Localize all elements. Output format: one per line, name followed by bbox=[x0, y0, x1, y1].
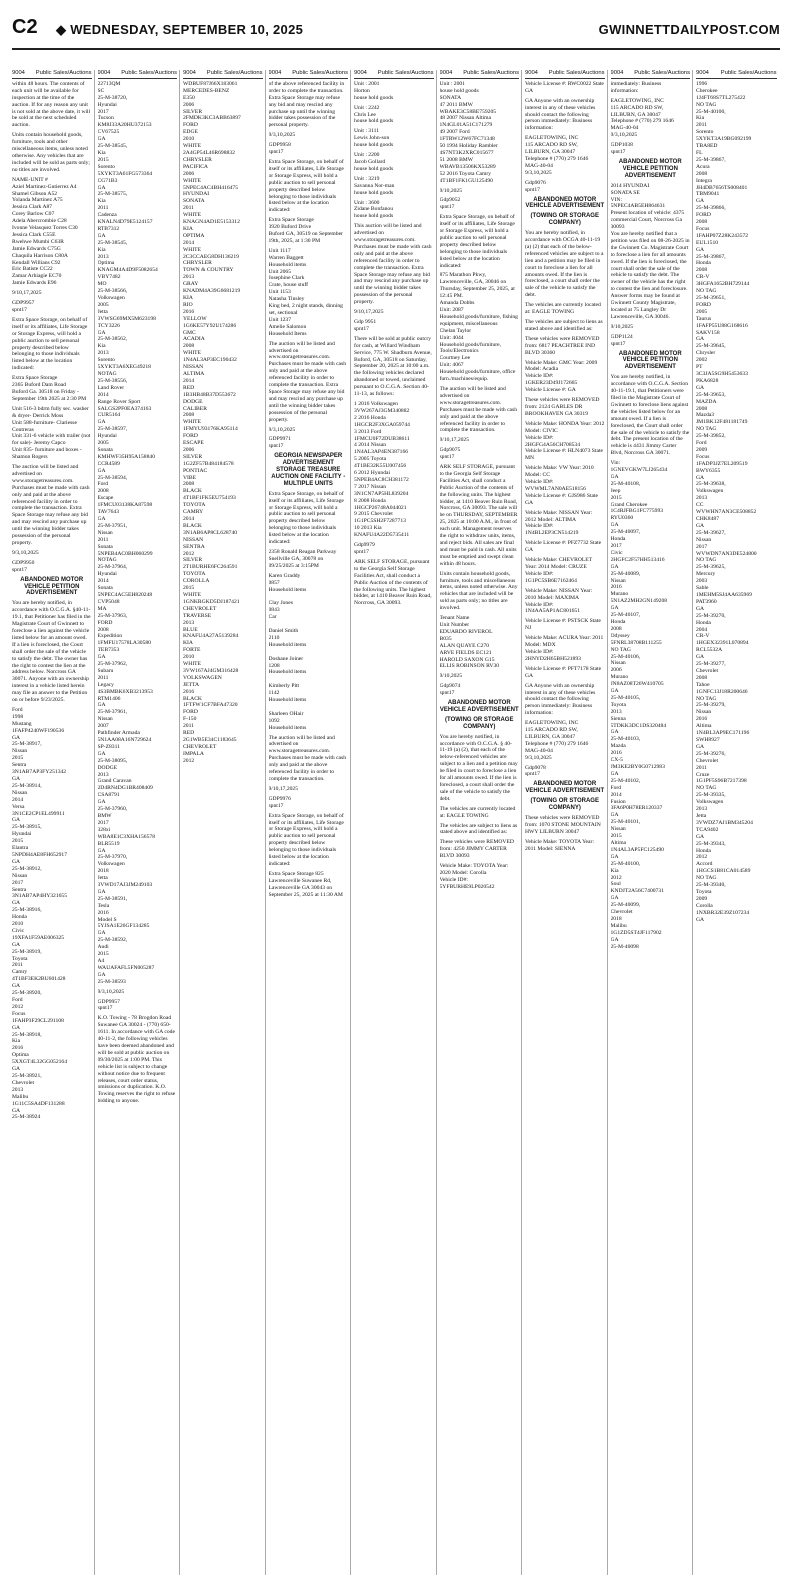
classified-column bbox=[183, 70, 266, 1575]
notice-text: These vehicles were REMOVED from: 4250 JIMMY CARTER BLVD 30093 bbox=[439, 839, 516, 860]
category-code: 9004 bbox=[696, 70, 709, 76]
notice-text: Tenant Name Unit Number EDUARDO RIVEROL B035 ALAN QUAYE C270 ARVE FIELDS EC121 HAROLD SAXON G15 ELLIS ROBINSON RV30 bbox=[439, 615, 500, 670]
masthead-date bbox=[56, 22, 303, 38]
notice-text: immediately: Business information: bbox=[610, 80, 663, 94]
classified-column bbox=[611, 70, 694, 1575]
notice-text: GA Anyone with an ownership interest in any of these vehicles should contact the following person immediately: Business information: bbox=[525, 97, 597, 132]
notice-text: The auction will be listed and advertised on www.storagetreasures.com. Purchases must be made with cash only and paid at the above referenced facility in order to complete the transaction. bbox=[439, 385, 519, 434]
column-header bbox=[98, 70, 178, 79]
category-label: Public Sales/Auctions bbox=[463, 70, 519, 76]
notice-text: The vehicles are subject to liens as stated above and identified as: bbox=[525, 319, 605, 332]
page-number: C2 bbox=[12, 16, 38, 38]
notice-text: Vehicle Make: CHEVROLET Year: 2014 Model: CRUZE Vehicle ID#: 1G1PC5SB6E7162464 bbox=[525, 557, 593, 584]
notice-text: 875 Marathon Pkwy, Lawrenceville, GA, 30046 on Thursday, September 25, 2025, at 12:45 PM. Amanda Dobbs Unit: 2087 Household goods/furniture, fishing equipment, miscellaneous Chelan Taylor Unit: 4044 Household goods/furniture, Tools/Electronics Courtney Lee Unit: 4067 Household goods/furniture, office furn./machines/equip. bbox=[439, 272, 518, 383]
notice-text: K.O. Towing - 78 Brogdon Road Suwanee GA 30024 - (770) 650-1611. In accordance with GA code 40-11-2, the following vehicles have been deemed abandoned and will be sold at public auction on 09/30/2025 at 1:00 PM. This vehicle list is subject to change without notice due to frequent releases, court order status, omissions or duplication. K.O. Towing reserves the right to refuse bidding to anyone. bbox=[97, 1015, 177, 1105]
notice-text: Gdp 9951 spnt17 bbox=[354, 319, 377, 332]
column-header bbox=[269, 70, 349, 79]
category-label: Public Sales/Auctions bbox=[634, 70, 690, 76]
notice-text: Vehicle Make: NISSAN Year: 2012 Model: ALTIMA Vehicle ID#: 1N4BL2EP3CN514219 bbox=[525, 509, 593, 537]
notice-text: Vehicle License #: PSTSCK State NJ bbox=[525, 618, 603, 632]
classified-column bbox=[696, 70, 779, 1575]
category-label: Public Sales/Auctions bbox=[121, 70, 177, 76]
date-text: WEDNESDAY, SEPTEMBER 10, 2025 bbox=[70, 22, 304, 37]
notice-text: Gdp9074 spnt17 bbox=[439, 683, 461, 697]
notice-text: ABANDONED MOTOR VEHICLE ADVERTISEMENT bbox=[525, 196, 605, 210]
notice-text: Unit : 2200 Jacob Gollard house hold goods bbox=[354, 152, 394, 172]
notice-text: The vehicles are currently located at: EAGLE TOWING bbox=[439, 805, 517, 819]
notice-text: Unit 1117 Warren Baggett Household items Unit 2065 Josephine Clark Crate, house stuff Unit 1153 Natasha Tinsley King bed, 2 night stands, dinning set, sectional Unit 1237 Amelie Salomon Household Items bbox=[268, 247, 343, 337]
notice-text: Vehicle Make: NISSAN Year: 2010 Model: MAXIMA Vehicle ID#: 1N4AA5AP1AC801651 bbox=[525, 587, 593, 615]
notice-text: 9/10,2025 bbox=[439, 187, 463, 194]
notice-text: The auction will be listed and advertised on www.storagetreasures.com. Purchases must be made with cash only and paid at the above referenced facility in order to complete the transaction. Extra Space Storage may refuse any bid and may rescind any purchase up until the winning bidder takes possession of the personal property. bbox=[268, 340, 348, 423]
notice-text: Extra Space Storage, on behalf of itself or its affiliates, Life Storage or Storage Express, will hold a public auction to sell personal property described below belonging to those individuals listed below at the location indicated: bbox=[268, 812, 346, 867]
notice-text: There will be sold at public outcry for cash, at Willard Windham Service, 775 W. Shadburn Avenue, Buford, GA, 30518 on Saturday, September 20, 2025 at 10:00 a.m. the following vehicles declared abandoned or towed, unclaimed pursuant to O.C.G.A. Section 40-11-13, as follows: bbox=[354, 335, 434, 398]
notice-text: 9/3,10,2025 bbox=[268, 426, 296, 433]
notice-text: 2014 HYUNDAI SONATA SE VIN: 5NPEC4AB5EH864631 Present location of vehicle: 4375 commercial Court, Norcross Ga 30093 You are hereby notified that a petition was filed on 08-26-2025 in the Gwinnett Co. Magistrate Court to foreclose a lien for all amounts owed. If the lien is foreclosed, the court shall order the sale of the vehicle to satisfy the debt. The owner of the vehicle has the right to contest the lien and foreclosure. Answer forms may be found at Gwinnett County Magistrate, located at 75 Langley Dr Lawrenceville, GA 30046. bbox=[610, 182, 690, 320]
notice-text: Vehicle Make: GMC Year: 2009 Model: Acadia Vehicle ID#: 1GKER23D49J172665 Vehicle License #: GA bbox=[525, 359, 598, 394]
notice-text: ABANDONED MOTOR VEHICLE PETITION ADVERTISEMENT bbox=[618, 158, 684, 179]
notice-text: Unit : 3219 Savanna Nor-man house hold goods bbox=[354, 175, 395, 196]
notice-text: Vehicle License #: PFT7178 State GA bbox=[525, 665, 603, 679]
notice-text: (TOWING OR STORAGE COMPANY) bbox=[445, 716, 516, 730]
notice-text: (TOWING OR STORAGE COMPANY) bbox=[530, 213, 601, 227]
notice-text: You are hereby notified, in accordance with O.C.G.A. § 40-11-19 (a) (2), that each of the below-referenced vehicles are subject to a lien and a petition may be filed in court to foreclose a lien for all amounts owed. If the lien is foreclosed, a court shall order the sale of the vehicle to satisfy the debt. bbox=[439, 733, 520, 802]
notice-text: Unit : 2242 Chris Lee house hold goods bbox=[354, 104, 394, 125]
notice-text: GA Anyone with an ownership interest in any of these vehicles should contact the following person immediately: Business information: bbox=[525, 682, 597, 717]
notice-text: EAGLETOWING, INC 115 ARCADO RD SW, LILBURN, GA 30047 Telephone # (770) 279 1646 MAG-40-04 9/3,10,2025 bbox=[610, 97, 674, 139]
notice-text: Unit : 2001 Horton house hold goods bbox=[354, 80, 394, 101]
notice-text: ARK SELF STORAGE, pursuant to the Georgia Self Storage Facilities Act, shall conduct a Public Auction of the contents of the following units. The highest bidder, at 1410 Beaver Ruin Road, Norcross, GA 30093. The sale will be on THURSDAY, SEPTEMBER 25, 2025 at 10:00 A.M., in front of each unit. Management reserves the right to withdraw units, items, and reject bids. All sales are final and must be paid in cash. All units must be emptied and swept clean within 48 hours. bbox=[439, 464, 519, 567]
category-label: Public Sales/Auctions bbox=[292, 70, 348, 76]
column-header bbox=[354, 70, 434, 79]
notice-text: Vehicle Make: ACURA Year: 2011 Model: MDX Vehicle ID#: 2HNYD2H65BH521893 bbox=[525, 635, 604, 662]
notice-text: Unit : 3600 Zidane Bonfanou house hold goods bbox=[354, 199, 394, 220]
column-header bbox=[440, 70, 520, 79]
notice-text: GDP1124 spnt17 bbox=[610, 333, 633, 347]
notice-text: 9/3,10,2025 bbox=[97, 988, 125, 995]
site-url: GWINNETTDAILYPOST.COM bbox=[598, 22, 780, 37]
notice-text: Extra Space Storage 3920 Buford Drive Buford GA, 30519 on September 19th, 2025, at 1:30 PM bbox=[268, 217, 343, 244]
notice-text: GEORGIA NEWSPAPER ADVERTISEMENT STORAGE TREASURE AUCTION ONE FACILITY - MULTIPLE UNITS bbox=[271, 453, 347, 487]
notice-text: These vehicles were REMOVED from: 2124 GABLES DR BROOKHAVEN GA 30319 bbox=[525, 397, 601, 417]
notice-text: Vehicle Make: HONDA Year: 2012 Model: CIVIC Vehicle ID#: 2HGFG4A56CH708534 Vehicle License #: HLN4073 State MN bbox=[525, 420, 605, 462]
category-code: 9004 bbox=[610, 70, 624, 76]
notice-text: 9/10,17,2025 bbox=[12, 290, 42, 297]
notice-text: Units contain household goods, furniture, tools and other miscellaneous items, unless noted otherwise. Any vehicles that are included will be sold as parts only; no titles are involved. bbox=[12, 132, 92, 173]
notice-text: Extra Space Storage 825 Lawrenceville Suwanee Rd, Lawrenceville GA 30043 on September 25, 2025 at 11:30 AM bbox=[268, 870, 343, 898]
notice-text: Extra Space Storage, on behalf of itself or its affiliates, Life Storage or Storage Express, will hold a public auction to sell personal property described below belonging to those individuals listed below at the location indicated: bbox=[268, 490, 346, 546]
notice-text: GDP1038 spnt17 bbox=[610, 142, 633, 156]
notice-text: 9/10,2025 bbox=[610, 323, 634, 330]
classified-column bbox=[12, 70, 95, 1575]
notice-text: 9/10,17,2025 bbox=[268, 785, 299, 792]
notice-text: These vehicles were REMOVED from: 1070 STONE MOUNTAIN HWY LILBURN 30047 bbox=[525, 815, 603, 835]
notice-text: 9/10,17,2025 bbox=[439, 437, 470, 444]
notice-text: You are hereby notified, in accordance with OCGA 40-11-19 (a) (2) that each of the below-referenced vehicles are subject to a lien and a petition may be filed in court to foreclose a lien for all amounts owed. If the lien is foreclosed, a court shall order the sale of the vehicle to satisfy the debt. bbox=[525, 230, 605, 299]
category-code: 9004 bbox=[354, 70, 367, 76]
notice-text: WDBUF87J66X183061 MERCEDES-BENZ E350 2006 SILVER 2FMDK3KC3ABB63897 FORD EDGE 2010 WHITE 2A4GP54L46R698832 CHRYSLER PACIFICA 2006 WHITE 5NPEC4AC4BH416475 HYUNDAI SONATA 2011 WHITE KNAGN4AD1E5153312 KIA OPTIMA 2014 WHITE 2C3CCAEG8DH136219 CHRYSLER TOWN & COUNTRY 2013 GRAY KNADM4A39G6681219 KIA RIO 2016 YELLOW 1G6KE57Y92U174286 GMC ACADIA 2008 WHITE 1N4AL3AP3EC190432 NISSAN ALTIMA 2014 RED 1B3HB48B37D553672 DODGE CALIBER 2008 WHITE 1FMYU93176KA95114 FORD ESCAPE 2006 SILVER 1G2ZF57B484184578 PONTIAC VIBE 2008 BLACK 4T1BF1FK5EU754193 TOYOTA CAMRY 2014 BLACK 3N1AB6AP8CL628740 NISSAN SENTRA 2012 SILVER 2T1BURHE6FC264591 TOYOTA COROLLA 2015 WHITE 1GNKRGKD5DJ187421 CHEVROLET TRAVERSE 2013 BLUE KNAFU4A27A5139284 KIA FORTE 2010 WHITE 3VW167AJ4GM316428 VOLKSWAGEN JETTA 2016 BLACK 1FTFW1CF7BFA47320 FORD F-150 2011 RED 2G1WB5E34C1183645 CHEVROLET IMPALA 2012 bbox=[183, 80, 241, 764]
category-code: 9004 bbox=[268, 70, 282, 76]
notice-text: EAGLETOWING, INC 115 ARCADO RD SW, LILBURN, GA 30047 Telephone # (770) 279 1646 MAG-40-04 9/3,10,2025 bbox=[525, 720, 589, 761]
notice-text: 9/10,17,2025 bbox=[354, 309, 384, 316]
notice-text: The auction will be listed and advertised on www.storagetreasures.com. Purchases must be made with cash only and paid at the above referenced facility in order to complete the transaction. Extra Space Storage may refuse any bid and may rescind any purchase up until the winning bidder takes possession of the personal property. bbox=[12, 464, 91, 546]
notice-text: Karen Graddy 0857 Household items Clay Jones 0843 Car Daniel Smith 2110 Household items Doshane Joiner 1208 Household items Kimberly Pitt 1142 Household items Sharleen OHair 1092 Household items bbox=[268, 572, 307, 731]
notice-text: This auction will be listed and advertised on www.storagetreasures.com. Purchases must be made with cash only and paid at the above referenced facility in order to complete the transaction. Extra Space Storage may refuse any bid and may rescind any purchase up until the winning bidder takes possession of the personal property. bbox=[354, 223, 433, 306]
notice-text: within 48 hours. The contents of each unit will be available for inspection at the time of the auction. If for any reason any unit is not sold at the above date, it will be sold at the next scheduled auction. bbox=[12, 80, 92, 129]
notice-text: Gdp9979 spnt17 bbox=[354, 542, 375, 555]
notice-text: GDP9971 spnt17 bbox=[268, 436, 291, 450]
notice-text: GDP9976 spnt17 bbox=[268, 795, 291, 809]
notice-text: Gdp9076 spnt17 bbox=[525, 179, 546, 193]
category-label: Public Sales/Auctions bbox=[206, 70, 263, 76]
notice-text: 9/3,10,2025 bbox=[268, 132, 296, 139]
notice-text: ABANDONED MOTOR VEHICLE PETITION ADVERTISEMENT bbox=[20, 576, 85, 597]
notice-text: Unit : 3111 Lewis John-son house hold goods bbox=[354, 128, 394, 149]
notice-text: These vehicles were REMOVED from: 6817 PEACHTREE IND BLVD 30360 bbox=[525, 335, 601, 356]
notice-text: EAGLETOWING, INC 115 ARCADO RD SW, LILBURN, GA 30047 Telephone # (770) 279 1646 MAG-40-04 9/3,10,2025 bbox=[525, 135, 589, 176]
notice-text: Gdp9075 spnt17 bbox=[439, 447, 461, 461]
notice-text: Vehicle Make: TOYOTA Year: 2020 Model: Corolla Vehicle ID#: 5YFBURHE9LP020542 bbox=[439, 863, 509, 890]
notice-text: The auction will be listed and advertised on www.storagetreasures.com. Purchases must be made with cash only and paid at the above referenced facility in order to complete the transaction. bbox=[268, 734, 348, 782]
column-header bbox=[183, 70, 263, 79]
notice-text: 22713QM SC 25-M-38720, Hyundai 2017 Tucson KM8J33A20HU372153 CV67525 GA 25-M-38545, Kia 2015 Sorento 5XYKT3A61FG573364 CG71B3 GA 25-M-38575, Kia 2011 Cadenza KNALN4D79E5124157 RTB7312 GA 25-M-38545, Kia 2013 Optima KNAGM4A4D9F5082654 VBY7482 MO 25-M-38566, Volkswagen 2005 Jetta 3VWSG69MX5M623198 TCY3226 GA 25-M-38562, Kia 2013 Sorento 5XYKT3A6XEG49218 NOTAG 25-M-38556, Land Rover 2014 Range Rover Sport SALGS2PF0EA374163 CUR5164 GA 25-M-38597, Hyundai 2005 Sonata KMHWF35H95A158840 CCR4589 GA 25-M-38594, Ford 2008 Escape 1FMCU03138KA87598 TAV7643 GA 25-M-37951, Nissan 2011 Sonata 5NPEB4AC0BH060299 NOTAG 25-M-37964, Hyundai 2014 Sonata 5NPEC4AC5EH820248 CVP5048 MA 25-M-37963, FORD 2008 Expedition 1FMFU17578LA30580 TEB7353 GA 25-M-37962, Subaru 2011 Legacy 4S3BMBK6XB3213953 RTM1406 GA 25-M-37961, Nissan 2007 Pathfinder Armada 5N1AA08A16N729624 SP-Z8311 GA 25-M-38095, DODGE 2013 Grand Caravan 2D4RN4DG1BR408409 CSA8791 GA 25-M-37960, BMW 2017 328xi WBA8E1C3XHA156578 BLR5519 GA 25-M-37970, Volkswagen 2018 Jetta 3VWD17AJ3JM249103 GA 25-M-38591, Tesla 2016 Model S 5YJSA1E26GF134285 GA 25-M-38592, Audi 2015 A4 WAUAFAFL5FN005287 GA 25-M-38593 bbox=[97, 80, 158, 985]
category-code: 9004 bbox=[525, 70, 538, 76]
notice-text: The vehicles are currently located at: EAGLE TOWING bbox=[525, 302, 603, 316]
classified-column bbox=[440, 70, 523, 1575]
notice-text: 2358 Ronald Reagan Parkway Snellville GA, 30078 on 09/25/2025 at 3:15PM bbox=[268, 549, 338, 569]
classified-column bbox=[354, 70, 437, 1575]
classified-column bbox=[525, 70, 608, 1575]
column-header bbox=[611, 70, 691, 79]
notice-text: ARK SELF STORAGE, pursuant to the Georgia Self Storage Facilities Act, shall conduct a Public Auction of the contents of the following units. The highest bidder, at 1410 Beaver Ruin Road, Norcross, GA 30093. bbox=[354, 558, 434, 607]
notice-text: Extra Space Storage, on behalf of itself or its affiliates, Life Storage or Storage Express, will hold a public auction to sell personal property described below belonging to those individuals listed below at the location indicated: bbox=[268, 158, 346, 214]
notice-text: GDP9950 spnt17 bbox=[12, 559, 35, 573]
category-label: Public Sales/Auctions bbox=[720, 70, 777, 76]
category-label: Public Sales/Auctions bbox=[377, 70, 434, 76]
notice-text: Vehicle License #: PFZ7732 State GA bbox=[525, 540, 603, 554]
notice-text: GDP9957 spnt17 bbox=[12, 300, 35, 313]
notice-text: 9/3,10,2025 bbox=[12, 549, 39, 556]
notice-text: of the above referenced facility in order to complete the transaction. Extra Space Storage may refuse any bid and may rescind any purchase up until the winning bidder takes possession of the personal property. bbox=[268, 80, 346, 129]
notice-text: Units contain household goods, furniture, tools and miscellaneous items, unless noted otherwise. Any vehicles that are included will be sold as parts only; no titles are involved. bbox=[439, 570, 519, 612]
notice-text: ABANDONED MOTOR VEHICLE ADVERTISEMENT bbox=[439, 700, 519, 713]
notice-text: The vehicles are subject to liens as stated above and identified as: bbox=[439, 822, 519, 836]
notice-text: Extra Space Storage, on behalf of itself or its affiliates, Life Storage or Storage Express, will hold a public auction to sell personal property described below belonging to those individuals listed below at the location indicated: bbox=[439, 214, 517, 269]
classified-columns bbox=[12, 70, 782, 1575]
notice-text: Extra Space Storage, on behalf of itself or its affiliates, Life Storage or Storage Express, will hold a public auction to sell personal property described below belonging to those individuals listed below at the location indicated: bbox=[12, 316, 89, 372]
category-code: 9004 bbox=[97, 70, 111, 76]
masthead bbox=[12, 10, 780, 50]
notice-text: 1996 Cherokee 1J4FT68S7TL275422 NO TAG 25-M-40100, Kia 2011 Sorento 5XYKT3A19BG092199 TBA8ED FL 25-M-39867, Acura 2008 Integra JH4DB7656TS008401 TBM9041 GA 25-M-39866, FORD 2008 Focus 1FAHP07Z28K243572 EUL1510 GA 25-M-39867, Honda 2008 CR-V 3HGFA1652BH729144 NO TAG 25-M-39651, FORD 2005 Taurus 1FAFP55U88G168616 SAKV158 GA 25-M-39645, Chrysler 2002 PT 3C3JA5SG9H5453633 PKA6828 GA 25-M-39653, MAZDA 2008 Mazda3 JM1BK12F481181749 NO TAG 25-M-39852, Ford 2009 Focus 1FADP3JZ7EL209519 BWY6355 GA 25-M-39638, Volkswagen 2013 CC WVWHN7AN3CE508852 CHK8487 GA 25-M-39627, Nissan 2017 WVWDN7AN3DE524800 NO TAG 25-M-39625, Mercury 2003 Sable 1MEHM5SJ4AA635969 PAT3960 GA 25-M-39270, Honda 2004 CR-V 1HGEX32391L070894 RCL5532A GA 25-M-39277, Chevrolet 2008 Tahoe 1GNFC13J18R200646 NO TAG 25-M-39279, Nissan 2016 Altima 1N4BL3AP9EC171196 SWH8927 GA 25-M-39276, Chevrolet 2011 Cruze 1G1PF5S96B7217398 NO TAG 25-M-39335, Volkswagen 2013 Jetta 3VWDZ7AJ1BM345204 TCA9402 GA 25-M-39343, Honda 2012 Accord 1HGCS1B81CA014589 NO TAG 25-M-39340, Toyota 2009 Corolla 1NXBR32E39Z107234 GA bbox=[696, 80, 757, 923]
category-code: 9004 bbox=[439, 70, 453, 76]
notice-text: GDP9958 spnt17 bbox=[268, 142, 291, 156]
notice-text: 9/10,2025 bbox=[439, 673, 463, 680]
notice-text: ABANDONED MOTOR VEHICLE ADVERTISEMENT bbox=[525, 781, 605, 795]
notice-text: GDP9957 spnt17 bbox=[97, 998, 120, 1012]
notice-text: You are hereby notified, in accordance with O.C.G.A. §40-11-19.1, that Petitioner has filed in the Magistrate Court of Gwinnett to foreclose a lien against the vehicle listed below for an amount owed. If a lien is foreclosed, the Court shall order the sale of the vehicle to satisfy the debt. The owner has the right to contest the lien at the address below. Norcross GA 30071. Anyone with an ownership interest in a vehicle listed herein may file an answer to the Petition on or before 9/23/2025. bbox=[12, 600, 93, 704]
notice-text: ABANDONED MOTOR VEHICLE PETITION ADVERTISEMENT bbox=[618, 350, 684, 371]
category-label: Public Sales/Auctions bbox=[35, 70, 92, 76]
notice-text: Unit 516-3 bdrm fully sec. washer & dryer- Derrick Moss Unit 588-furniture- Clariesse Contreras Unit 331-6 vehicle with trailer (not for sale)- Jeremy Capco Unit 835- furniture and boxes - Shamon Rogers bbox=[12, 405, 91, 461]
notice-text: Gdp9052 spnt17 bbox=[439, 197, 461, 211]
classified-column bbox=[269, 70, 352, 1575]
notice-text: Extra Space Storage 2365 Buford Dam Road Buford Ga. 30518 on Friday - September 19th 2025 at 2:30 PM bbox=[12, 375, 87, 402]
category-label: Public Sales/Auctions bbox=[548, 70, 605, 76]
notice-text: 1 2016 Volkswagen 3VW267AJ3GM340882 2 2016 Honda 1HGCR2F3XGA059744 3 2013 Ford 1FMCU0F72DUB38611 4 2014 Nissan 1N4AL3AP4EN387166 5 2005 Toyota 4T1BE32K55U007456 6 2012 Hyundai 5NPEB4AC8CH381172 7 2017 Nissan 3N1CN7AP5HL839204 8 2008 Honda 1HGCP26748A044021 9 2015 Chevrolet 1G1PC5SH2F7287713 10 2013 Kia KNAFU4A22D5735411 bbox=[354, 400, 410, 539]
diamond-icon: ◆ bbox=[56, 22, 67, 37]
classified-column bbox=[98, 70, 181, 1575]
category-code: 9004 bbox=[183, 70, 196, 76]
notice-text: Unit : 2001 house hold goods SONATA 47 2011 BMW WBAKE3C58BE759205 48 2007 Nissan Altima 1N4GL01A51C171279 49 2007 Ford 1FTRW12W67FC71348 50 1994 Holiday Rambler 4S7NT3K2XRC015677 51 2008 BMW WBAVB13506KX53289 52 2016 Toyota Camry 4T1BF1FK1GU125490 bbox=[439, 80, 498, 184]
notice-text: (TOWING OR STORAGE COMPANY) bbox=[530, 798, 601, 812]
column-header bbox=[696, 70, 777, 79]
column-header bbox=[12, 70, 92, 79]
notice-text: Vin: 1GNEVGKW7LJ265434 GA 25-M-40108, Jeep 2015 Grand Cherokee 1C4RJFBG1FC775993 RYU0360 GA 25-M-40097, Honda 2017 Civic 2HGFC2F57HH513416 GA 25-M-40089, Nissan 2016 Murano 5N1AZ2MH2GN149208 GA 25-M-40107, Honda 2008 Odyssey 5FNRL38708B111255 NO TAG 25-M-40106, Nissan 2006 Murano JN8AZ08T26W410705 GA 25-M-40105, Toyota 2013 Sienna 5TDKK3DC1DS320484 GA 25-M-40103, Mazda 2016 CX-5 JM3KE2BY0G0712983 GA 25-M-40102, Ford 2014 Fusion 3FA6P0H78ER120337 GA 25-M-40101, Nissan 2015 Altima 1N4AL3AP5FC125490 GA 25-M-40100, Kia 2012 Soul KNDJT2A56C7400731 GA 25-M-40099, Chevrolet 2018 Malibu 1G1ZD5ST4JF117902 GA 25-M-40098 bbox=[610, 460, 668, 950]
notice-text: Gdp9078 spnt17 bbox=[525, 764, 546, 778]
notice-text: You are hereby notified, in accordance with O.C.G.A. Section 40-11-19.1, that Petitioners were filed in the Magistrate Court of Gwinnett to foreclose liens against the vehicles listed below for an amount owed. If a lien is foreclosed, the Court shall order the sale of the vehicle to satisfy the debt. The present location of the vehicle is 4431 Jimmy Carter Blvd, Norcross GA 30071. bbox=[610, 374, 691, 457]
notice-text: Vehicle Make: TOYOTA Year: 2011 Model: SIENNA bbox=[525, 838, 596, 852]
column-header bbox=[525, 70, 605, 79]
category-code: 9004 bbox=[12, 70, 25, 76]
notice-text: NAME-UNIT # Aziel Martinez-Gutierrez A4 Shamel Gibson A52 Yolanda Martinez A75 Jessica Clark A87 Corey Barlow C07 Adela Abercrombie C28 Ivonne Velasquez Torres C30 Jessica Clark C55E Rwehwe Mumbi C63R Jamie Edwards C75G Chaquila Harrison C80A Kendall Willians C92 Eric Batiste CC22 Zamar Arhiagie EC70 Jamie Edwards E96 bbox=[12, 176, 78, 287]
notice-text: Vehicle License #: RWC0022 State GA bbox=[525, 80, 606, 94]
notice-text: Ford 1998 Mustang 1FAFP4240WF190536 GA 25-M-38917, Nissan 2015 Sentra 3N1AB7AP3FY251342 GA 25-M-38914, Nissan 2014 Versa 3N1CE2CP1EL499911 GA 25-M-38915, Hyundai 2015 Elantra 5NPDH4AE8FH652917 GA 25-M-38912, Nissan 2017 Sentra 3N1AB7AP4HY321655 GA 25-M-38916, Honda 2010 Civic 19XFA1F59AE006325 GA 25-M-38919, Toyota 2011 Camry 4T1BF3EK2BU601428 GA 25-M-38920, Ford 2012 Focus 1FAHP3F29CL291108 GA 25-M-38918, Kia 2016 Optima 5XXGT4L32GG052164 GA 25-M-38921, Chevrolet 2013 Malibu 1G11C5SA4DF131288 GA 25-M-38924 bbox=[12, 706, 68, 1121]
notice-text: Vehicle Make: VW Year: 2010 Model: CC Vehicle ID#: WVWML7AN0AE518156 Vehicle License #: GJS986 State GA bbox=[525, 465, 599, 506]
